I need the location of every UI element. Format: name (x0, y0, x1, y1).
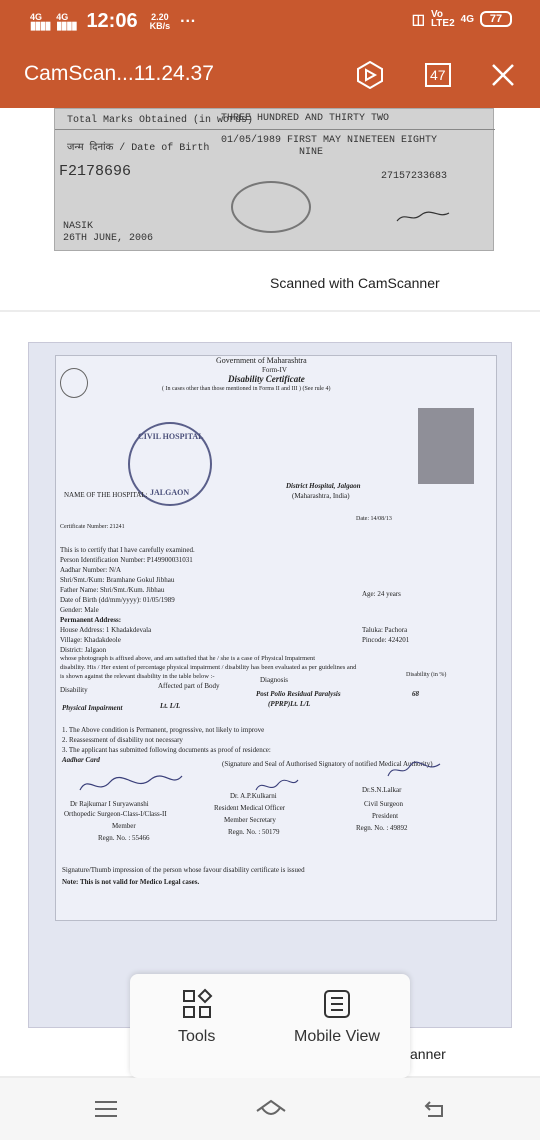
scanned-with-caption-partial: anner (410, 1046, 446, 1062)
back-icon (422, 1098, 448, 1120)
certify-line: This is to certify that I have carefully examined. (60, 546, 195, 554)
certificate-subtitle: ( In cases other than those mentioned in Forms II and III ) (See rule 4) (162, 386, 331, 392)
tools-label: Tools (178, 1028, 216, 1045)
signatory-1-name: Dr Rajkumar I Suryawanshi (70, 800, 149, 808)
network-label-2: 4G (56, 11, 69, 22)
home-button[interactable] (254, 1098, 288, 1125)
signatory-2-regn: Regn. No. : 50179 (228, 828, 280, 836)
table-part: Lt. L/L (160, 702, 181, 710)
system-nav-bar (0, 1078, 540, 1140)
network-label-1: 4G (30, 11, 43, 22)
aadhar-number: Aadhar Number: N/A (60, 566, 122, 574)
battery-level: 77 (489, 13, 503, 25)
tools-button[interactable] (178, 988, 215, 1046)
issue-date: 26TH JUNE, 2006 (63, 233, 154, 244)
signal-bars-icon: ▮▮▮▮ (56, 19, 77, 32)
table-disability: Physical Impairment (62, 704, 123, 712)
battery-icon (480, 11, 512, 27)
signal-bars-icon: ▮▮▮▮ (30, 19, 51, 32)
date-of-birth: Date of Birth (dd/mm/yyyy): 01/05/1989 (60, 596, 175, 604)
signal-1 (30, 13, 50, 31)
document-title: CamScan...11.24.37 (24, 62, 214, 85)
gender: Gender: Male (60, 606, 99, 614)
house-address: House Address: 1 Khadakdevala (60, 626, 152, 634)
volte-label: Vo (430, 9, 443, 20)
page-count: 47 (430, 67, 446, 83)
pincode: Pincode: 424201 (362, 636, 410, 644)
signature-3 (384, 758, 444, 782)
status-right (412, 10, 512, 28)
thumb-impression-line: Signature/Thumb impression of the person whose favour disability certificate is issued (62, 866, 305, 874)
gov-heading: Government of Maharashtra (216, 356, 307, 365)
volte-lte-label: LTE2 (430, 18, 455, 29)
dob-label: जन्म दिनांक / Date of Birth (67, 143, 210, 154)
dob-value-1: 01/05/1989 FIRST MAY NINETEEN EIGHTY (221, 135, 438, 146)
page-1[interactable] (0, 108, 540, 310)
body-paragraph-3: is shown against the relevant disability in the table below :- (60, 673, 215, 680)
close-button[interactable] (488, 60, 518, 90)
signature (395, 209, 451, 225)
share-button[interactable] (355, 60, 385, 90)
certificate-date: Date: 14/08/13 (356, 516, 392, 522)
father-name: Father Name: Shri/Smt./Kum. Jibhau (60, 586, 165, 594)
certificate-number: 27157233683 (381, 171, 448, 182)
signatory-3-name: Dr.S.N.Lalkar (362, 786, 402, 794)
table-header-diagnosis: Diagnosis (260, 676, 288, 684)
permanent-address-label: Permanent Address: (60, 616, 122, 624)
certificate-number: Certificate Number: 21241 (60, 524, 125, 530)
table-diagnosis: Post Polio Residual Paralysis (256, 690, 341, 698)
person-id: Person Identification Number: P149900031031 (60, 556, 193, 564)
volte-indicator (431, 10, 455, 28)
more-notifications-icon: ··· (180, 12, 197, 30)
signatory-1-member: Member (112, 822, 136, 830)
signatory-2-name: Dr. A.P.Kulkarni (230, 792, 277, 800)
table-header-percent: Disability (in %) (406, 672, 447, 678)
signatory-2-member: Member Secretary (224, 816, 276, 824)
disability-certificate-scan (28, 342, 512, 1028)
stamp-top: CIVIL HOSPITAL (138, 432, 204, 441)
scanned-with-caption: Scanned with CamScanner (270, 275, 440, 291)
board-seal (231, 181, 311, 233)
tools-popup (130, 974, 410, 1078)
network-right-label: 4G (460, 13, 474, 25)
hospital-label: NAME OF THE HOSPITAL: (64, 491, 148, 499)
signatory-2-role: Resident Medical Officer (214, 804, 286, 812)
clock: 12:06 (86, 10, 138, 32)
hospital-place: (Maharashtra, India) (292, 492, 350, 500)
district: District: Jalgaon (60, 646, 107, 654)
form-number: Form-IV (262, 366, 287, 374)
app-bar (0, 42, 540, 108)
table-percent: 68 (412, 690, 419, 698)
marks-value: THREE HUNDRED AND THIRTY TWO (221, 113, 390, 124)
back-button[interactable] (422, 1098, 448, 1125)
applicant-photo (418, 408, 474, 484)
body-paragraph-1: whose photograph is affixed above, and am satisfied that he / she is a case of Physical Impairment (60, 655, 316, 662)
signatory-3-regn: Regn. No. : 49892 (356, 824, 408, 832)
status-left (30, 10, 196, 33)
dob-value-2: NINE (299, 147, 324, 158)
table-header-part: Affected part of Body (158, 682, 220, 690)
body-paragraph-2: disability. His / Her extent of percentage physical impairment / disability has been evaluated as per guidelines and (60, 664, 357, 671)
signatory-1-regn: Regn. No. : 55466 (98, 834, 150, 842)
taluka: Taluka: Pachora (362, 626, 408, 634)
validity-note: Note: This is not valid for Medico Legal cases. (62, 878, 200, 886)
mobile-view-label: Mobile View (294, 1028, 380, 1045)
status-bar (0, 0, 540, 42)
note-3: 3. The applicant has submitted following documents as proof of residence: (62, 746, 271, 754)
certificate-title: Disability Certificate (228, 374, 305, 384)
recents-button[interactable] (92, 1098, 120, 1125)
speed-unit: KB/s (149, 20, 171, 31)
residence-document: Aadhar Card (62, 756, 100, 764)
marks-label: Total Marks Obtained (in words) (67, 115, 254, 126)
stamp-bottom: JALGAON (150, 488, 190, 497)
serial-number: F2178696 (59, 163, 132, 180)
village: Village: Khadakdeole (60, 636, 121, 644)
share-hexagon-icon (356, 61, 384, 89)
pages-icon (425, 63, 451, 87)
network-speed (150, 13, 171, 31)
signatory-3-member: President (372, 812, 399, 820)
close-icon (490, 62, 516, 88)
signal-2 (56, 13, 76, 31)
note-1: 1. The Above condition is Permanent, progressive, not likely to improve (62, 726, 265, 734)
signatory-1-role: Orthopedic Surgeon-Class-I/Class-II (64, 810, 167, 818)
speed-value: 2.20 (151, 11, 169, 22)
government-emblem (60, 368, 88, 398)
hospital-name: District Hospital, Jalgaon (286, 482, 361, 490)
issue-place: NASIK (63, 221, 94, 232)
signature-heading: (Signature and Seal of Authorised Signatory of notified Medical Authority) (222, 760, 433, 768)
marksheet-scan (54, 108, 494, 251)
page-2[interactable] (0, 312, 540, 1076)
applicant-name: Shri/Smt./Kum: Bramhane Gokul Jibhau (60, 576, 175, 584)
note-2: 2. Reassessment of disability not necessary (62, 736, 183, 744)
home-icon (254, 1098, 288, 1120)
signatory-3-role: Civil Surgeon (364, 800, 403, 808)
document-view-icon (321, 988, 353, 1020)
vibrate-icon: ◫ (411, 10, 425, 27)
diagnosis-detail: (PPRP)Lt. L/L (268, 700, 311, 708)
tools-grid-icon (181, 988, 213, 1020)
mobile-view-button[interactable] (294, 988, 380, 1046)
certificate-document (55, 355, 497, 921)
menu-lines-icon (92, 1098, 120, 1120)
table-header-disability: Disability (60, 686, 88, 694)
page-count-button[interactable] (423, 60, 453, 90)
age: Age: 24 years (362, 590, 401, 598)
signature-1 (76, 772, 186, 798)
divider (55, 129, 495, 130)
